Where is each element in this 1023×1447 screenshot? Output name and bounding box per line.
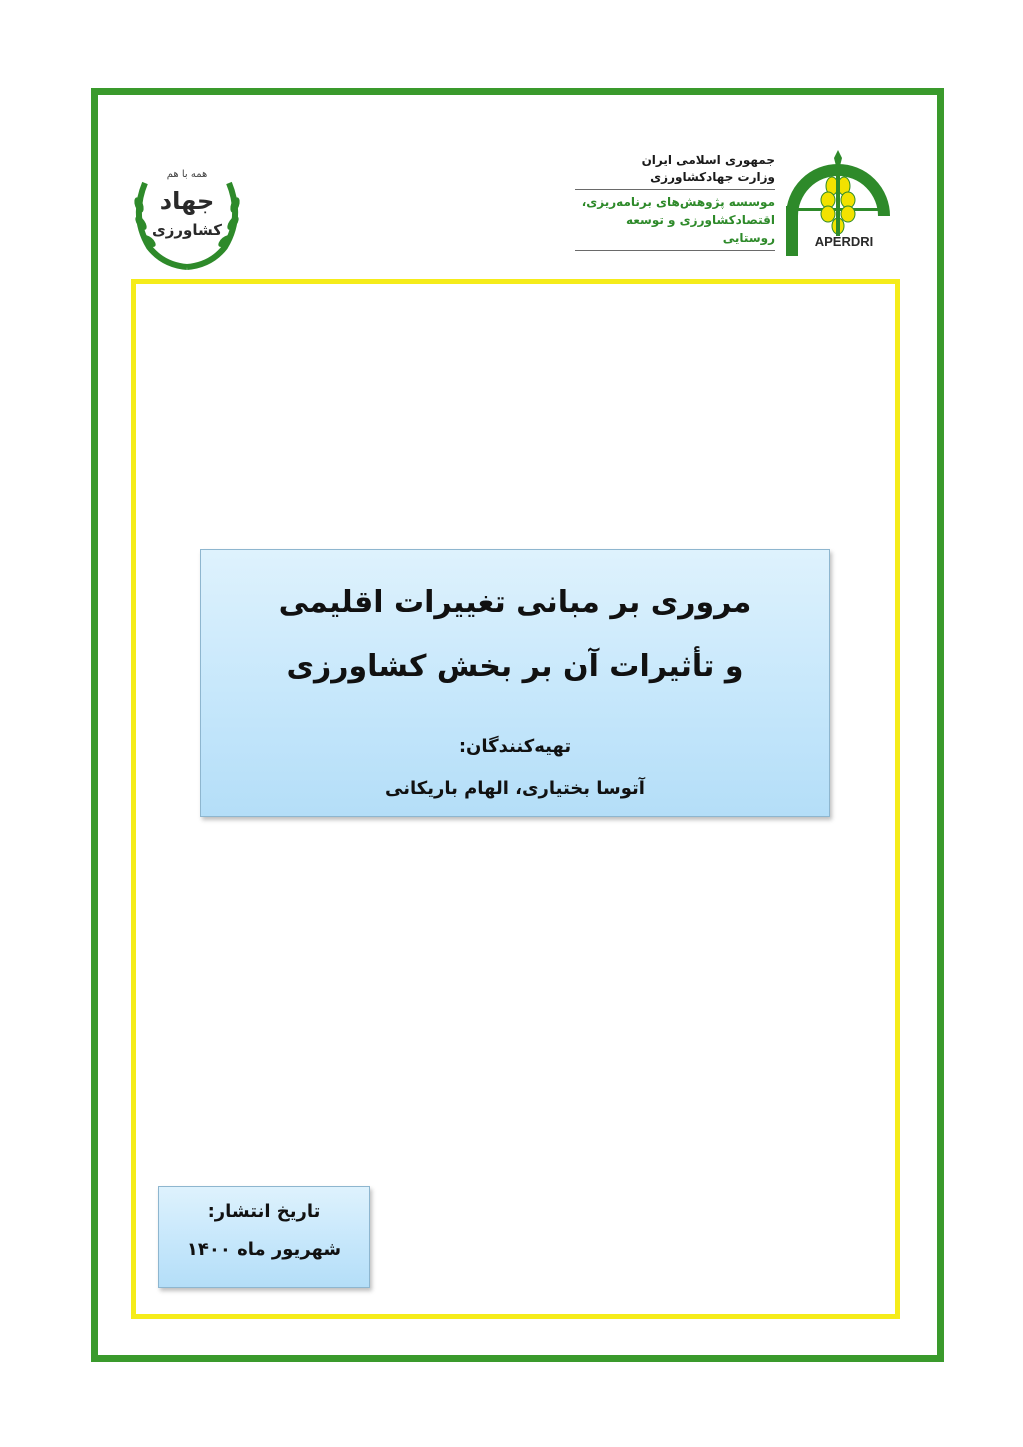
- organization-block: [575, 152, 775, 254]
- logo-acronym: APERDRI: [814, 234, 874, 249]
- logo-top-text: همه با هم: [166, 169, 208, 180]
- publication-date-box: [158, 1186, 370, 1288]
- org-country: جمهوری اسلامی ایران: [641, 153, 775, 167]
- jahad-keshavarzi-logo: [127, 143, 247, 271]
- org-institute-line1: موسسه پژوهش‌های برنامه‌ریزی،: [581, 195, 775, 209]
- prepared-by-label: تهیه‌کنندگان:: [458, 736, 572, 757]
- title-line-1: مروری بر مبانی تغییرات اقلیمی: [278, 585, 752, 620]
- org-ministry: وزارت جهادکشاورزی: [650, 170, 775, 184]
- title-box: [200, 549, 830, 817]
- logo-sub-text: کشاورزی: [152, 221, 222, 239]
- divider: [575, 250, 775, 251]
- authors: آتوسا بختیاری، الهام باریکانی: [385, 778, 645, 799]
- title-line-2: و تأثیرات آن بر بخش کشاورزی: [286, 649, 744, 684]
- publication-date-value: شهریور ماه ۱۴۰۰: [186, 1239, 342, 1260]
- logo-main-text: جهاد: [159, 187, 215, 215]
- aperdri-logo: [778, 146, 898, 262]
- divider: [575, 189, 775, 190]
- publication-date-label: تاریخ انتشار:: [207, 1201, 321, 1222]
- org-institute-line2: اقتصادکشاورزی و توسعه روستایی: [625, 213, 775, 245]
